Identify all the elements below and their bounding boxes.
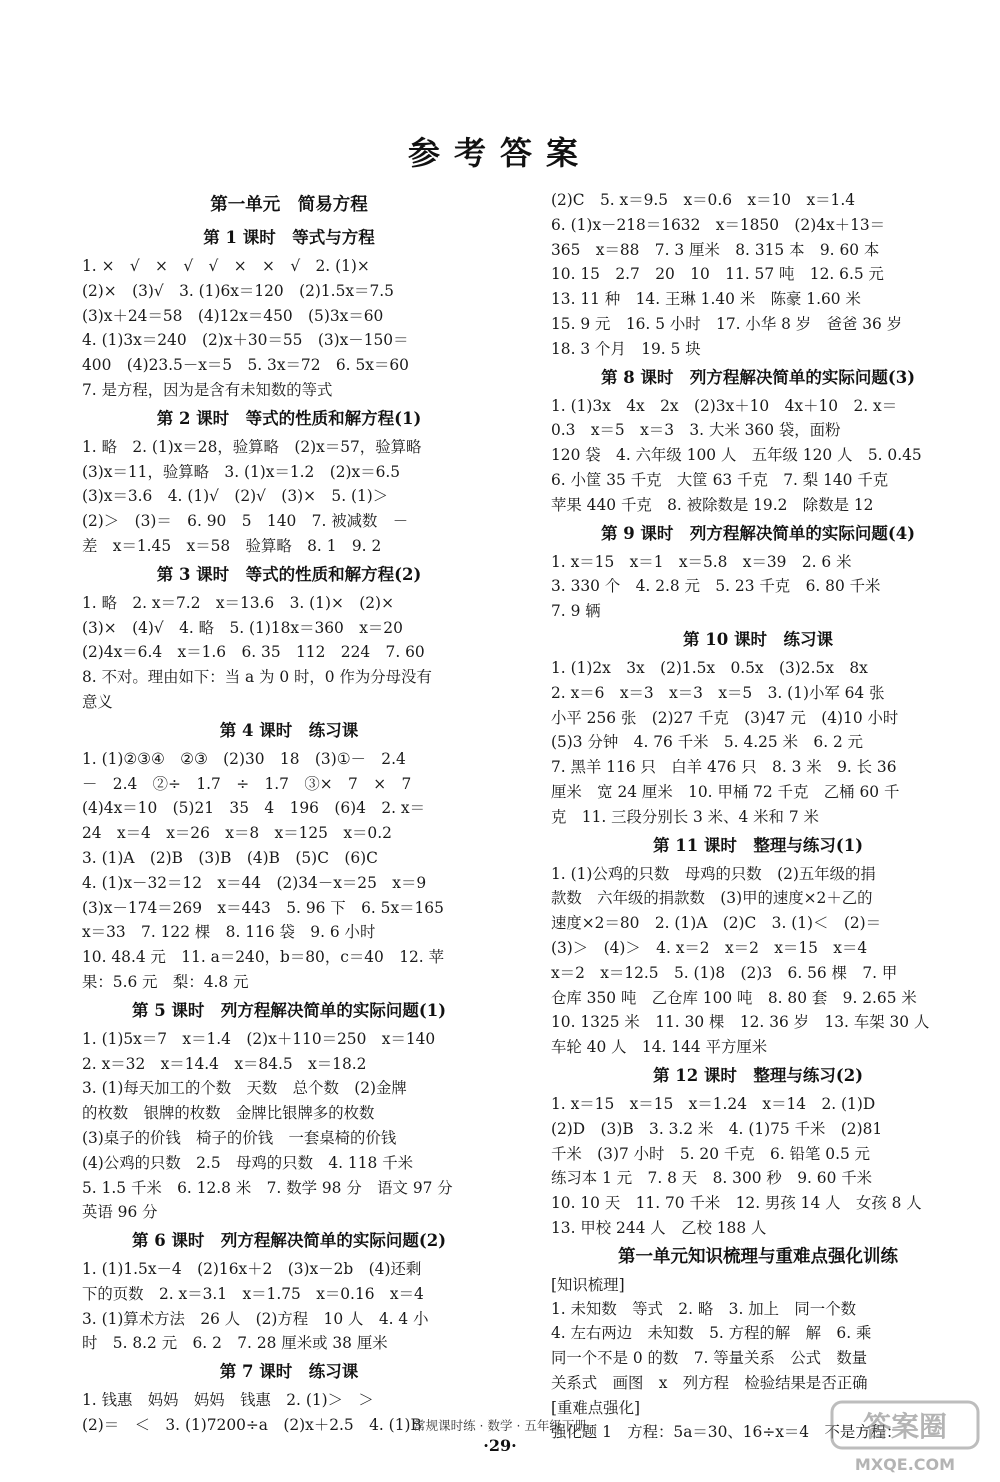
answer-line: 6. 小筐 35 千克 大筐 63 千克 7. 梨 140 千克: [551, 470, 889, 489]
answer-line: － 2.4 ②÷ 1.7 ÷ 1.7 ③× 7 × 7: [82, 774, 412, 793]
answer-line: 1. 略 2. x＝7.2 x＝13.6 3. (1)× (2)×: [82, 593, 394, 612]
answer-line: 365 x＝88 7. 3 厘米 8. 315 本 9. 60 本: [551, 240, 880, 259]
answer-line: (2)＝ ＜ 3. (1)7200÷a (2)x＋2.5 4. (1)B: [82, 1416, 422, 1435]
answer-line: 2. x＝6 x＝3 x＝3 x＝5 3. (1)小军 64 张: [551, 683, 885, 702]
answer-line: 1. 未知数 等式 2. 略 3. 加上 同一个数: [551, 1299, 856, 1318]
lesson-heading: 第 11 课时 整理与练习(1): [652, 835, 864, 855]
answer-line: (2)4x＝6.4 x＝1.6 6. 35 112 224 7. 60: [82, 643, 425, 662]
answer-line: 小平 256 张 (2)27 千克 (3)47 元 (4)10 小时: [551, 708, 899, 727]
answer-line: 1. 钱惠 妈妈 妈妈 钱惠 2. (1)＞ ＞: [82, 1391, 374, 1410]
answer-line: 千米 (3)7 小时 5. 20 千克 6. 铅笔 0.5 元: [551, 1144, 871, 1163]
answer-line: (2)D (3)B 3. 3.2 米 4. (1)75 千米 (2)81: [551, 1119, 883, 1138]
answer-line: 强化题 1 方程：5a＝30、16÷x＝4 不是方程：: [551, 1422, 902, 1441]
footer-book-title: 常规课时练 · 数学 · 五年级下册: [413, 1418, 587, 1433]
lesson-heading: 第 10 课时 练习课: [683, 629, 833, 649]
answer-line: (3)桌子的价钱 椅子的价钱 一套桌椅的价钱: [82, 1128, 397, 1147]
answer-line: 1. x＝15 x＝1 x＝5.8 x＝39 2. 6 米: [551, 552, 852, 571]
answer-line: 1. × √ × √ √ × × √ 2. (1)×: [82, 257, 370, 275]
page-title: 参考答案: [407, 134, 592, 172]
answer-line: 速度×2＝80 2. (1)A (2)C 3. (1)＜ (2)＝: [551, 914, 882, 933]
answer-line: (3)x＝11，验算略 3. (1)x＝1.2 (2)x＝6.5: [82, 462, 401, 481]
right-column: [551, 188, 965, 1445]
answer-line: 18. 3 个月 19. 5 块: [551, 339, 701, 358]
answer-line: 克 11. 三段分别长 3 米、4 米和 7 米: [551, 807, 819, 826]
lesson-heading: 第 2 课时 等式的性质和解方程(1): [156, 408, 422, 428]
answer-line: 4. 左右两边 未知数 5. 方程的解 解 6. 乘: [551, 1324, 872, 1343]
svg-text:答案圈: 答案圈: [862, 1410, 948, 1443]
answer-line: 1. (1)②③④ ②③ (2)30 18 (3)①－ 2.4: [82, 749, 406, 768]
answer-line: 差 x＝1.45 x＝58 验算略 8. 1 9. 2: [82, 536, 382, 555]
answer-line: (3)x－174＝269 x＝443 5. 96 下 6. 5x＝165: [82, 898, 444, 917]
unit-review-heading: 第一单元知识梳理与重难点强化训练: [618, 1246, 898, 1267]
unit-heading: 第一单元 简易方程: [210, 195, 368, 215]
answer-line: 3. (1)A (2)B (3)B (4)B (5)C (6)C: [82, 848, 378, 867]
answer-line: 关系式 画图 x 列方程 检验结果是否正确: [551, 1374, 868, 1393]
answer-line: x＝2 x＝12.5 5. (1)8 (2)3 6. 56 棵 7. 甲: [551, 963, 898, 982]
answer-line: 3. (1)每天加工的个数 天数 总个数 (2)金牌: [82, 1079, 407, 1098]
lesson-heading: 第 4 课时 练习课: [219, 720, 359, 740]
answer-line: 15. 9 元 16. 5 小时 17. 小华 8 岁 爸爸 36 岁: [551, 314, 903, 333]
lesson-heading: 第 6 课时 列方程解决简单的实际问题(2): [131, 1231, 447, 1251]
subsection-tag: [知识梳理]: [551, 1275, 625, 1294]
answer-line: 1. (1)5x＝7 x＝1.4 (2)x＋110＝250 x＝140: [82, 1029, 436, 1048]
answer-line: 仓库 350 吨 乙仓库 100 吨 8. 80 套 9. 2.65 米: [551, 988, 917, 1007]
page-number: ·29·: [483, 1436, 517, 1455]
answer-line: 7. 9 辆: [551, 602, 601, 621]
answer-line: 英语 96 分: [82, 1203, 158, 1222]
answer-line: (5)3 分钟 4. 76 千米 5. 4.25 米 6. 2 元: [551, 733, 864, 752]
subsection-tag: [重难点强化]: [551, 1398, 640, 1417]
answer-line: 6. (1)x－218＝1632 x＝1850 (2)4x＋13＝: [551, 215, 886, 234]
answer-line: 10. 48.4 元 11. a＝240，b＝80，c＝40 12. 苹: [82, 948, 444, 967]
answer-line: 果：5.6 元 梨：4.8 元: [82, 972, 249, 991]
answer-line: (2)× (3)√ 3. (1)6x＝120 (2)1.5x＝7.5: [82, 281, 394, 300]
answer-line: 5. 1.5 千米 6. 12.8 米 7. 数学 98 分 语文 97 分: [82, 1178, 453, 1197]
answer-line: x＝33 7. 122 棵 8. 116 袋 9. 6 小时: [82, 923, 376, 942]
answer-line: 苹果 440 千克 8. 被除数是 19.2 除数是 12: [551, 495, 874, 514]
lesson-heading: 第 8 课时 列方程解决简单的实际问题(3): [600, 367, 916, 387]
answer-line: 120 袋 4. 六年级 100 人 五年级 120 人 5. 0.45: [551, 446, 922, 465]
answer-line: 3. 330 个 4. 2.8 元 5. 23 千克 6. 80 千米: [551, 577, 881, 596]
answer-line: 4. (1)3x＝240 (2)x＋30＝55 (3)x－150＝: [82, 331, 409, 350]
lesson-heading: 第 3 课时 等式的性质和解方程(2): [156, 564, 422, 584]
answer-line: 1. (1)3x 4x 2x (2)3x＋10 4x＋10 2. x＝: [551, 396, 898, 415]
answer-line: 1. (1)1.5x－4 (2)16x＋2 (3)x－2b (4)还剩: [82, 1260, 422, 1279]
answer-line: 的枚数 银牌的枚数 金牌比银牌多的枚数: [82, 1104, 375, 1123]
answer-line: 1. 略 2. (1)x＝28，验算略 (2)x＝57，验算略: [82, 437, 422, 456]
answer-line: 款数 六年级的捐款数 (3)甲的速度×2＋乙的: [551, 889, 873, 908]
answer-line: 7. 黑羊 116 只 白羊 476 只 8. 3 米 9. 长 36: [551, 758, 897, 777]
answer-line: 下的页数 2. x＝3.1 x＝1.75 x＝0.16 x＝4: [82, 1284, 424, 1303]
answer-line: 8. 不对。理由如下：当 a 为 0 时，0 作为分母没有: [82, 668, 432, 687]
answer-line: (2)C 5. x＝9.5 x＝0.6 x＝10 x＝1.4: [551, 191, 856, 209]
svg-text:MXQE.COM: MXQE.COM: [854, 1455, 956, 1474]
answer-line: 13. 甲校 244 人 乙校 188 人: [551, 1218, 767, 1237]
answer-line: 7. 是方程，因为是含有未知数的等式: [82, 380, 333, 399]
answer-line: 车轮 40 人 14. 144 平方厘米: [551, 1038, 768, 1057]
left-column: [82, 188, 496, 1438]
answer-line: 练习本 1 元 7. 8 天 8. 300 秒 9. 60 千米: [551, 1169, 873, 1188]
lesson-heading: 第 12 课时 整理与练习(2): [652, 1065, 864, 1085]
answer-line: (3)x＋24＝58 (4)12x＝450 (5)3x＝60: [82, 306, 384, 325]
answer-line: 10. 1325 米 11. 30 棵 12. 36 岁 13. 车架 30 人: [551, 1013, 930, 1032]
answer-line: (3)＞ (4)＞ 4. x＝2 x＝2 x＝15 x＝4: [551, 938, 868, 957]
lesson-heading: 第 5 课时 列方程解决简单的实际问题(1): [131, 1000, 447, 1020]
answer-line: 0.3 x＝5 x＝3 3. 大米 360 袋，面粉: [551, 421, 841, 440]
answer-line: 1. (1)公鸡的只数 母鸡的只数 (2)五年级的捐: [551, 864, 876, 883]
answer-line: (4)4x＝10 (5)21 35 4 196 (6)4 2. x＝: [82, 799, 425, 818]
answer-line: 400 (4)23.5－x＝5 5. 3x＝72 6. 5x＝60: [82, 356, 409, 375]
answer-line: 1. (1)2x 3x (2)1.5x 0.5x (3)2.5x 8x: [551, 658, 868, 677]
answer-line: (4)公鸡的只数 2.5 母鸡的只数 4. 118 千米: [82, 1153, 413, 1172]
answer-line: 13. 11 种 14. 王琳 1.40 米 陈豪 1.60 米: [551, 290, 861, 309]
answer-line: (3)x＝3.6 4. (1)√ (2)√ (3)× 5. (1)＞: [82, 487, 389, 506]
answer-line: 厘米 宽 24 厘米 10. 甲桶 72 千克 乙桶 60 千: [551, 782, 900, 801]
answer-line: (3)× (4)√ 4. 略 5. (1)18x＝360 x＝20: [82, 618, 403, 637]
watermark-logo: [830, 1398, 980, 1476]
answer-line: (2)＞ (3)＝ 6. 90 5 140 7. 被减数 －: [82, 512, 409, 531]
answer-line: 24 x＝4 x＝26 x＝8 x＝125 x＝0.2: [82, 824, 392, 843]
answer-line: 2. x＝32 x＝14.4 x＝84.5 x＝18.2: [82, 1054, 367, 1073]
lesson-heading: 第 7 课时 练习课: [219, 1362, 359, 1382]
lesson-heading: 第 9 课时 列方程解决简单的实际问题(4): [600, 523, 916, 543]
answer-line: 10. 15 2.7 20 10 11. 57 吨 12. 6.5 元: [551, 265, 884, 284]
answer-line: 同一个不是 0 的数 7. 等量关系 公式 数量: [551, 1349, 868, 1368]
answer-line: 1. x＝15 x＝15 x＝1.24 x＝14 2. (1)D: [551, 1094, 876, 1113]
answer-line: 意义: [82, 692, 113, 711]
answer-line: 10. 10 天 11. 70 千米 12. 男孩 14 人 女孩 8 人: [551, 1194, 922, 1213]
answer-line: 3. (1)算术方法 26 人 (2)方程 10 人 4. 4 小: [82, 1309, 429, 1328]
lesson-heading: 第 1 课时 等式与方程: [203, 228, 375, 247]
answer-line: 4. (1)x－32＝12 x＝44 (2)34－x＝25 x＝9: [82, 873, 427, 892]
answer-line: 时 5. 8.2 元 6. 2 7. 28 厘米或 38 厘米: [82, 1334, 388, 1353]
